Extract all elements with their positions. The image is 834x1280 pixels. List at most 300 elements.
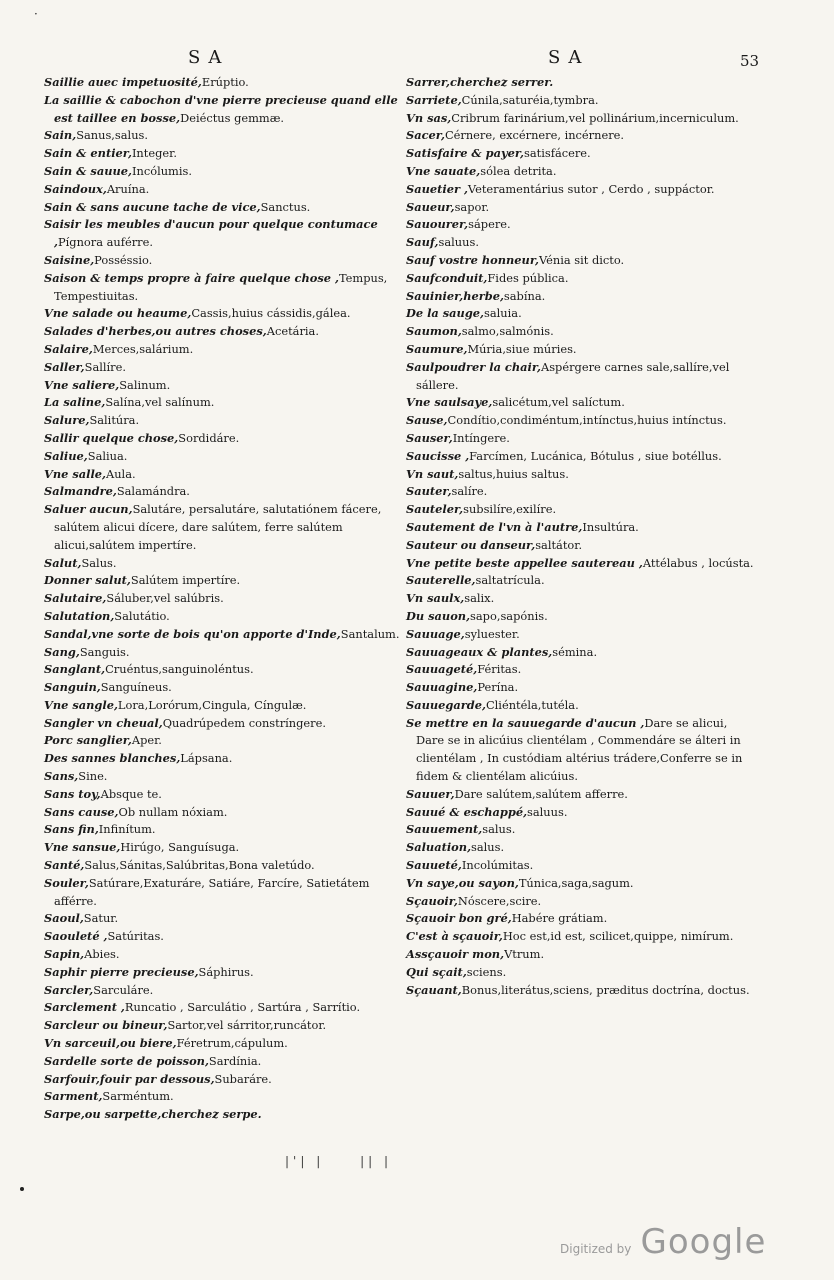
dictionary-entry [44,252,400,270]
entry-headword: Sauf, [406,235,439,250]
entry-translation: Cassis,huius cássidis,gálea. [191,306,351,321]
entry-headword: Vne salle, [44,466,106,481]
entry-headword: Sarcleur ou bineur, [44,1018,168,1033]
entry-translation: Salutáre, persalutáre, salutatiónem fácere, salútem alicui dícere, dare salútem, ferre salútem alicui,salútem impertíre. [54,502,382,552]
entry-translation: salíre. [451,484,488,499]
entry-headword: Vne sauate, [406,163,481,178]
entry-headword: Salmandre, [44,484,117,499]
entry-headword: Saphir pierre precieuse, [44,964,199,979]
dictionary-entry [406,804,758,822]
dictionary-entry [44,181,400,199]
entry-translation: Sanus,salus. [76,128,149,143]
entry-translation: Sarméntum. [102,1089,174,1104]
entry-headword: Sauteur ou danseur, [406,537,536,552]
entry-headword: Saller, [44,359,85,374]
dictionary-entry [44,145,400,163]
entry-translation: Sarculáre. [93,982,154,997]
entry-headword: Salut, [44,555,82,570]
entry-translation: Fides pública. [487,270,569,285]
left-column [44,74,400,1124]
entry-headword: Sautement de l'vn à l'autre, [406,519,583,534]
dictionary-entry [406,839,758,857]
dictionary-entry [44,199,400,217]
entry-headword: Sain & sauue, [44,163,132,178]
dictionary-entry [406,359,758,395]
entry-headword: Salutaire, [44,591,107,606]
entry-headword: Porc sanglier, [44,733,132,748]
dictionary-entry [44,163,400,181]
entry-headword: Sauser, [406,430,453,445]
footer-ornament [285,1154,420,1168]
entry-headword: Sauf vostre honneur, [406,252,539,267]
entry-translation: salicétum,vel salíctum. [492,395,625,410]
entry-headword: Vne saulsaye, [406,395,493,410]
entry-headword: Saison & temps propre à faire quelque chose , [44,270,339,285]
entry-headword: Du sauon, [406,608,471,623]
entry-translation: Sáphirus. [198,964,254,979]
dictionary-entry [406,928,758,946]
entry-headword: Saumon, [406,324,462,339]
entry-translation: Lora,Lorórum,Cingula, Cíngulæ. [117,697,307,712]
dictionary-entry [406,875,758,893]
entry-headword: Sauterelle, [406,573,476,588]
entry-translation: Incólumis. [132,163,192,178]
entry-translation: Subaráre. [214,1071,272,1086]
entry-headword: Saoul, [44,911,84,926]
entry-translation: subsilíre,exilíre. [463,502,557,517]
entry-translation: Salamándra. [116,484,190,499]
entry-headword: Sans, [44,769,79,784]
dictionary-entry [406,608,758,626]
dictionary-entry [406,181,758,199]
entry-translation: saluus. [438,235,479,250]
entry-headword: Sangler vn cheual, [44,715,163,730]
corner-mark: · [34,7,38,21]
entry-translation: Sine. [78,769,108,784]
entry-headword: Sçauoir bon gré, [406,911,512,926]
entry-translation: Nóscere,scire. [457,893,542,908]
running-header-right: SA [548,47,590,68]
dictionary-entry [44,821,400,839]
entry-headword: Sans fin, [44,822,99,837]
watermark-google-logo: Google [640,1222,767,1262]
entry-translation: Hirúgo, Sanguísuga. [120,840,240,855]
entry-headword: Sarpe,ou sarpette,cherchez serpe. [44,1107,262,1122]
dictionary-entry [44,555,400,573]
entry-headword: Vne sangle, [44,697,118,712]
entry-translation: Integer. [131,146,177,161]
entry-headword: Sauteler, [406,502,464,517]
entry-headword: Souler, [44,875,89,890]
dictionary-entry [44,341,400,359]
entry-translation: Infinítum. [98,822,156,837]
entry-headword: Sanglant, [44,662,106,677]
entry-headword: Sauuage, [406,626,465,641]
dictionary-entry [44,839,400,857]
entry-headword: Sauinier,herbe, [406,288,504,303]
entry-translation: Cliéntéla,tutéla. [485,697,579,712]
entry-headword: Qui sçait, [406,964,467,979]
entry-translation: Sordidáre. [178,430,240,445]
dictionary-entry [44,715,400,733]
dictionary-entry [406,199,758,217]
entry-headword: Sarclement , [44,1000,125,1015]
entry-headword: Salutation, [44,608,115,623]
entry-translation: salus. [471,840,505,855]
dictionary-entry [44,626,400,644]
entry-headword: Saouleté , [44,929,108,944]
entry-translation: sólea detrita. [480,163,557,178]
entry-translation: Sanctus. [260,199,311,214]
entry-translation: sapor. [454,199,490,214]
dictionary-entry [44,1053,400,1071]
entry-headword: Saumure, [406,341,468,356]
entry-headword: De la sauge, [406,306,485,321]
entry-headword: Sandal,vne sorte de bois qu'on apporte d'Inde, [44,626,341,641]
dictionary-entry [44,768,400,786]
dictionary-entry [44,483,400,501]
entry-translation: Féretrum,cápulum. [176,1036,288,1051]
entry-headword: Vne salade ou heaume, [44,306,192,321]
dictionary-entry [406,127,758,145]
entry-headword: Sauuagine, [406,680,478,695]
entry-translation: Sardínia. [208,1053,262,1068]
watermark-digitized-by: Digitized by [560,1242,632,1256]
entry-translation: Incolúmitas. [461,858,534,873]
entry-headword: Sallir quelque chose, [44,430,179,445]
dictionary-entry [44,750,400,768]
dictionary-entry [406,216,758,234]
dictionary-entry [406,270,758,288]
entry-translation: Condítio,condiméntum,intínctus,huius intínctus. [447,413,727,428]
dictionary-entry [44,501,400,554]
dictionary-entry [406,448,758,466]
dictionary-entry [44,127,400,145]
entry-translation: Sartor,vel sárritor,runcátor. [167,1018,327,1033]
dictionary-entry [44,732,400,750]
entry-translation: saluus. [527,804,568,819]
entry-translation: Veteramentárius sutor , Cerdo , suppáctor. [467,181,715,196]
dictionary-entry [406,661,758,679]
dictionary-entry [44,999,400,1017]
entry-headword: Vn saut, [406,466,459,481]
entry-translation: Túnica,saga,sagum. [518,875,634,890]
entry-headword: Vn saye,ou sayon, [406,875,519,890]
entry-translation: Posséssio. [94,252,153,267]
entry-headword: Sans cause, [44,804,119,819]
entry-translation: Vtrum. [504,947,545,962]
page-number: 53 [740,52,760,70]
entry-translation: Lápsana. [180,751,233,766]
entry-translation: syluester. [464,626,520,641]
dictionary-entry [44,875,400,911]
entry-translation: Satúritas. [107,929,164,944]
dictionary-entry [406,893,758,911]
dictionary-entry [406,483,758,501]
dictionary-entry [406,412,758,430]
entry-headword: Saufconduit, [406,270,488,285]
entry-translation: Múria,siue múries. [467,341,577,356]
dictionary-entry [406,305,758,323]
entry-translation: Salus. [81,555,117,570]
entry-translation: Acetária. [266,324,319,339]
entry-translation: Aper. [131,733,162,748]
entry-headword: Sarcler, [44,982,94,997]
entry-translation: Féritas. [477,662,522,677]
entry-headword: Sarriete, [406,92,462,107]
dictionary-entry [406,946,758,964]
dictionary-entry [44,1071,400,1089]
entry-translation: Cribrum farinárium,vel pollinárium,incerniculum. [451,110,739,125]
entry-translation: Santalum. [340,626,400,641]
entry-translation: Cruéntus,sanguinoléntus. [105,662,254,677]
right-column [406,74,758,999]
entry-translation: saltus,huius saltus. [458,466,569,481]
entry-headword: Sapin, [44,947,85,962]
dictionary-entry [406,234,758,252]
dictionary-entry [44,1088,400,1106]
dictionary-entry [406,394,758,412]
entry-translation: Sallíre. [84,359,126,374]
entry-headword: Sçauoir, [406,893,458,908]
entry-translation: Aula. [106,466,136,481]
entry-translation: Abies. [84,947,120,962]
dictionary-entry [44,92,400,128]
entry-headword: Sauué & eschappé, [406,804,528,819]
dictionary-entry [44,305,400,323]
entry-headword: Se mettre en la sauuegarde d'aucun , [406,715,645,730]
entry-headword: Saillie auec impetuosité, [44,75,202,89]
dictionary-entry [406,910,758,928]
dictionary-entry [44,359,400,377]
entry-headword: Sanguin, [44,680,101,695]
entry-translation: saluia. [484,306,522,321]
entry-headword: Sauuement, [406,822,483,837]
dictionary-entry [44,74,400,92]
dictionary-entry [406,715,758,786]
entry-translation: sápere. [468,217,511,232]
entry-headword: Assçauoir mon, [406,947,505,962]
entry-translation: Aruína. [106,181,150,196]
dictionary-entry [44,964,400,982]
dictionary-entry [44,608,400,626]
dictionary-entry [406,163,758,181]
entry-headword: Satisfaire & payer, [406,146,525,161]
entry-headword: Salades d'herbes,ou autres choses, [44,324,267,339]
entry-translation: Sáluber,vel salúbris. [106,591,224,606]
entry-translation: Tempus, Tempestiuitas. [54,270,388,303]
entry-headword: Sarfouir,fouir par dessous, [44,1071,215,1086]
stray-dot [20,1187,24,1191]
entry-translation: sapo,sapónis. [470,608,548,623]
entry-translation: Cúnila,saturéia,tymbra. [461,92,599,107]
dictionary-entry [406,964,758,982]
dictionary-entry [44,786,400,804]
entry-headword: Des sannes blanches, [44,751,181,766]
dictionary-entry [44,216,400,252]
entry-translation: Salitúra. [89,413,140,428]
entry-headword: Salure, [44,413,90,428]
entry-translation: Intíngere. [452,430,510,445]
dictionary-entry [406,145,758,163]
dictionary-entry [44,430,400,448]
entry-headword: Sauourer, [406,217,469,232]
dictionary-entry [406,697,758,715]
entry-translation: sciens. [466,964,507,979]
entry-translation: Runcatio , Sarculátio , Sartúra , Sarrítio. [124,1000,361,1015]
entry-headword: Saisine, [44,252,95,267]
dictionary-entry [44,982,400,1000]
running-header-left: SA [188,47,230,68]
dictionary-entry [406,341,758,359]
entry-translation: Saliua. [87,448,128,463]
entry-headword: La saillie & cabochon d'vne pierre precieuse quand elle est taillee en bosse, [44,92,398,125]
entry-headword: Saisir les meubles d'aucun pour quelque contumace , [44,217,378,250]
entry-headword: Santé, [44,858,85,873]
entry-translation: saltatrícula. [475,573,545,588]
dictionary-entry [406,572,758,590]
entry-translation: salus. [482,822,516,837]
entry-translation: Salútem impertíre. [130,573,241,588]
entry-headword: Sang, [44,644,80,659]
dictionary-entry [406,466,758,484]
dictionary-entry [44,1017,400,1035]
dictionary-entry [44,644,400,662]
entry-headword: Sarment, [44,1089,103,1104]
entry-translation: Perína. [477,680,519,695]
entry-translation: salmo,salmónis. [461,324,554,339]
dictionary-entry [406,821,758,839]
entry-translation: Deiéctus gemmæ. [180,110,285,125]
dictionary-entry [44,572,400,590]
dictionary-entry [44,661,400,679]
dictionary-entry [44,412,400,430]
dictionary-entry [406,679,758,697]
entry-translation: Ob nullam nóxiam. [118,804,228,819]
entry-headword: Saueur, [406,199,455,214]
entry-headword: Sauuegarde, [406,697,486,712]
ornament-mark: || | [360,1154,393,1168]
ornament-mark: |'| | [285,1154,325,1168]
dictionary-entry [406,644,758,662]
entry-translation: Salína,vel salínum. [105,395,215,410]
dictionary-entry [44,697,400,715]
dictionary-entry [406,430,758,448]
entry-headword: Sans toy, [44,786,101,801]
entry-headword: Sauuageaux & plantes, [406,644,553,659]
entry-headword: Vne sansue, [44,840,121,855]
dictionary-entry [44,466,400,484]
entry-headword: Saindoux, [44,181,107,196]
entry-translation: Cérnere, excérnere, incérnere. [444,128,625,143]
entry-translation: salix. [464,591,495,606]
entry-headword: Saluer aucun, [44,502,133,517]
entry-headword: Vn sarceuil,ou biere, [44,1036,177,1051]
entry-translation: Quadrúpedem constríngere. [162,715,326,730]
entry-translation: Sanguíneus. [100,680,172,695]
entry-translation: satisfácere. [524,146,591,161]
entry-headword: Vne petite beste appellee sautereau , [406,555,643,570]
entry-translation: Salinum. [119,377,171,392]
dictionary-entry [406,92,758,110]
dictionary-entry [44,448,400,466]
entry-translation: Merces,salárium. [92,341,194,356]
entry-translation: Bonus,literátus,sciens, præditus doctrína, doctus. [461,982,750,997]
dictionary-entry [44,679,400,697]
entry-headword: Vn saulx, [406,591,465,606]
entry-headword: Salaire, [44,341,93,356]
entry-headword: Vne saliere, [44,377,120,392]
entry-translation: Hoc est,id est, scilicet,quippe, nimírum. [502,929,734,944]
entry-translation: Aspérgere carnes sale,sallíre,vel sállere. [416,359,730,392]
dictionary-entry [44,1035,400,1053]
entry-headword: Sauuageté, [406,662,478,677]
dictionary-entry [44,1106,400,1124]
entry-headword: Sain, [44,128,77,143]
entry-translation: sémina. [552,644,598,659]
dictionary-entry [406,590,758,608]
google-watermark [560,1222,766,1262]
dictionary-entry [406,519,758,537]
dictionary-entry [406,555,758,573]
entry-translation: Pígnora auférre. [57,235,153,250]
entry-headword: Sause, [406,413,448,428]
dictionary-entry [406,982,758,1000]
dictionary-entry [406,501,758,519]
dictionary-entry [44,910,400,928]
dictionary-entry [44,323,400,341]
entry-translation: Salus,Sánitas,Salúbritas,Bona valetúdo. [84,858,315,873]
dictionary-entry [406,74,758,92]
entry-translation: Attélabus , locústa. [642,555,754,570]
entry-headword: Sçauant, [406,982,462,997]
dictionary-entry [44,590,400,608]
entry-headword: Sain & entier, [44,146,132,161]
dictionary-entry [44,857,400,875]
entry-translation: Dare salútem,salútem afferre. [454,786,628,801]
entry-translation: Sanguis. [79,644,130,659]
entry-headword: Donner salut, [44,573,131,588]
entry-headword: Sauuer, [406,786,455,801]
dictionary-entry [406,537,758,555]
dictionary-entry [406,288,758,306]
dictionary-entry [44,394,400,412]
entry-translation: saltátor. [535,537,583,552]
entry-headword: Sain & sans aucune tache de vice, [44,199,261,214]
entry-translation: Salutátio. [114,608,170,623]
entry-headword: Saulpoudrer la chair, [406,359,541,374]
entry-translation: Dare se alicui, Dare se in alicúius clientélam , Commendáre se álteri in clientélam , In custódiam altérius trádere,Conferre se in fidem & clientélam alicúius. [416,715,743,784]
entry-headword: Sauter, [406,484,452,499]
dictionary-entry [44,928,400,946]
dictionary-entry [406,626,758,644]
dictionary-entry [44,270,400,306]
entry-translation: Habére grátiam. [511,911,608,926]
entry-translation: sabína. [503,288,546,303]
entry-headword: Vn sas, [406,110,452,125]
entry-headword: Sarrer,cherchez serrer. [406,75,554,89]
entry-headword: Sacer, [406,128,445,143]
dictionary-entry [44,946,400,964]
entry-headword: Saliue, [44,448,88,463]
dictionary-entry [406,323,758,341]
dictionary-entry [406,110,758,128]
entry-headword: La saline, [44,395,106,410]
entry-translation: Absque te. [100,786,162,801]
dictionary-entry [44,804,400,822]
entry-translation: Satúrare,Exaturáre, Satiáre, Farcíre, Satietátem afférre. [54,875,370,908]
entry-translation: Satur. [83,911,119,926]
